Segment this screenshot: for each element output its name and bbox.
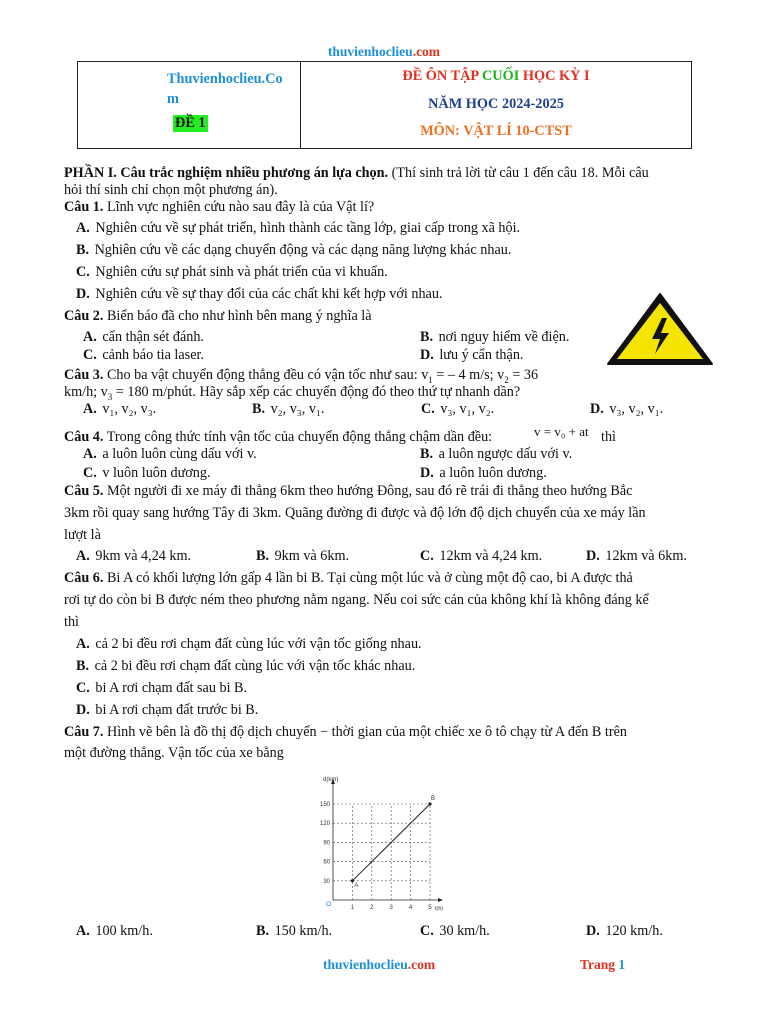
q3-option-d[interactable] bbox=[590, 401, 663, 418]
q3-option-b[interactable] bbox=[252, 401, 324, 418]
section-instruction-1: (Thí sinh trả lời từ câu 1 đến câu 18. Mỗi câu bbox=[388, 165, 649, 181]
exam-title-part3: HỌC KỲ I bbox=[519, 68, 590, 84]
question-text: = 180 m/phút. Hãy sắp xếp các chuyển động đó theo thứ tự nhanh dần? bbox=[112, 384, 521, 400]
header-site-line2: m bbox=[167, 91, 179, 107]
option-text: cảnh báo tia laser. bbox=[102, 347, 204, 363]
q1-option-b[interactable] bbox=[76, 242, 511, 259]
option-text: v₃, v₂, v₁. bbox=[609, 401, 664, 417]
x-axis-label: t(h) bbox=[435, 906, 444, 912]
question-1 bbox=[64, 199, 374, 216]
y-tick-label: 150 bbox=[319, 802, 330, 808]
option-label: A. bbox=[76, 220, 90, 236]
top-site-link[interactable] bbox=[0, 44, 768, 60]
point-label: B bbox=[431, 796, 436, 802]
question-5-line3: lượt là bbox=[64, 527, 101, 543]
top-site-tld: .com bbox=[412, 44, 441, 59]
option-text: cẩn thận sét đánh. bbox=[102, 329, 204, 345]
subject-title: MÔN: VẬT LÍ 10-CTST bbox=[420, 123, 572, 139]
q4-option-a[interactable] bbox=[83, 446, 257, 463]
option-label: C. bbox=[76, 680, 90, 696]
q2-option-d[interactable] bbox=[420, 347, 523, 364]
option-label: D. bbox=[76, 702, 90, 718]
option-text: 30 km/h. bbox=[439, 923, 490, 939]
option-text: cả 2 bi đều rơi chạm đất cùng lúc với vận tốc khác nhau. bbox=[94, 658, 416, 674]
question-5-line2: 3km rồi quay sang hướng Tây đi 3km. Quãng đường đi được và độ lớn độ dịch chuyển của xe máy lần bbox=[64, 505, 646, 521]
q4-option-c[interactable] bbox=[83, 465, 211, 482]
option-label: C. bbox=[420, 923, 434, 939]
option-label: B. bbox=[256, 548, 270, 564]
q6-option-c[interactable] bbox=[76, 680, 247, 697]
option-text: 150 km/h. bbox=[274, 923, 333, 939]
q7-option-b[interactable] bbox=[256, 923, 332, 940]
option-label: D. bbox=[76, 286, 90, 302]
option-label: C. bbox=[420, 548, 434, 564]
option-label: C. bbox=[83, 347, 97, 363]
question-5 bbox=[64, 483, 632, 500]
q6-option-b[interactable] bbox=[76, 658, 415, 675]
q5-option-b[interactable] bbox=[256, 548, 349, 565]
x-tick-label: 5 bbox=[428, 905, 432, 911]
option-text: Nghiên cứu về sự phát triển, hình thành các tầng lớp, giai cấp trong xã hội. bbox=[95, 220, 521, 236]
footer-site-name: thuvienhoclieu bbox=[323, 957, 408, 972]
question-2 bbox=[64, 308, 372, 325]
section-title: PHẦN I. Câu trắc nghiệm nhiều phương án lựa chọn. bbox=[64, 165, 389, 181]
q7-option-a[interactable] bbox=[76, 923, 153, 940]
option-text: lưu ý cẩn thận. bbox=[439, 347, 524, 363]
y-tick-label: 90 bbox=[323, 840, 330, 847]
q6-option-d[interactable] bbox=[76, 702, 258, 719]
y-axis-label: d(km) bbox=[323, 777, 339, 783]
q1-option-d[interactable] bbox=[76, 286, 442, 303]
q5-option-c[interactable] bbox=[420, 548, 542, 565]
y-tick-label: 120 bbox=[319, 821, 330, 828]
question-number: Câu 2. bbox=[64, 308, 104, 324]
header-left-cell bbox=[78, 62, 301, 148]
exam-title-part1: ĐỀ ÔN TẬP bbox=[402, 68, 482, 84]
option-text: v₂, v₃, v₁. bbox=[270, 401, 325, 417]
option-text: nơi nguy hiểm về điện. bbox=[438, 329, 570, 345]
question-number: Câu 4. bbox=[64, 429, 104, 445]
option-text: Nghiên cứu sự phát sinh và phát triển của vi khuẩn. bbox=[95, 264, 388, 280]
option-text: 9km và 6km. bbox=[274, 548, 350, 564]
x-tick-label: 1 bbox=[350, 905, 355, 911]
question-number: Câu 7. bbox=[64, 724, 104, 740]
option-label: A. bbox=[76, 923, 90, 939]
question-text: km/h; v bbox=[64, 384, 108, 400]
question-text: Hình vẽ bên là đồ thị độ dịch chuyển − thời gian của một chiếc xe ô tô chạy từ A đến B trên bbox=[103, 724, 627, 740]
v2-value: = 36 bbox=[508, 367, 539, 383]
option-text: Nghiên cứu về sự thay đổi của các chất khi kết hợp với nhau. bbox=[95, 286, 443, 302]
option-label: B. bbox=[76, 658, 90, 674]
question-6-line3: thì bbox=[64, 614, 79, 630]
question-text: Trong công thức tính vận tốc của chuyển động thẳng chậm dần đều: bbox=[103, 429, 493, 445]
displacement-time-chart bbox=[308, 774, 464, 914]
option-label: D. bbox=[420, 465, 434, 481]
footer-site-tld: .com bbox=[407, 957, 436, 972]
option-label: A. bbox=[76, 636, 90, 652]
school-year: NĂM HỌC 2024-2025 bbox=[428, 96, 564, 112]
section-heading bbox=[64, 165, 649, 182]
q6-option-a[interactable] bbox=[76, 636, 422, 653]
header-site-line1: Thuvienhoclieu.Co bbox=[167, 71, 283, 87]
option-label: B. bbox=[420, 329, 434, 345]
q4-option-d[interactable] bbox=[420, 465, 547, 482]
v1-value: = – 4 m/s; v bbox=[432, 367, 505, 383]
option-text: 120 km/h. bbox=[605, 923, 663, 939]
q7-option-d[interactable] bbox=[586, 923, 663, 940]
option-text: a luôn ngược dấu với v. bbox=[438, 446, 573, 462]
question-text: Một người đi xe máy đi thẳng 6km theo hướng Đông, sau đó rẽ trái đi thẳng theo hướng Bắc bbox=[103, 483, 633, 499]
question-4 bbox=[64, 429, 492, 446]
option-text: bi A rơi chạm đất trước bi B. bbox=[95, 702, 259, 718]
question-3: Câu 3. Cho ba vật chuyển động thẳng đều có vận tốc như sau: $v_1$ = – 4 m/s; $v_2 = 36$ bbox=[64, 367, 539, 385]
option-label: B. bbox=[256, 923, 270, 939]
option-label: C. bbox=[76, 264, 90, 280]
question-text: Bi A có khối lượng lớn gấp 4 lần bi B. Tại cùng một lúc và ở cùng một độ cao, bi A được thả bbox=[103, 570, 633, 586]
option-text: v₃, v₁, v₂. bbox=[440, 401, 495, 417]
question-6-line2: rơi tự do còn bi B được ném theo phương nằm ngang. Nếu coi sức cản của không khí là không đáng kể bbox=[64, 592, 649, 608]
option-text: 12km và 4,24 km. bbox=[439, 548, 543, 564]
option-text: v luôn luôn dương. bbox=[102, 465, 211, 481]
y-tick-label: 30 bbox=[323, 878, 330, 885]
section-instruction-2: hỏi thí sinh chỉ chọn một phương án). bbox=[64, 182, 278, 198]
question-7-line2: một đường thẳng. Vận tốc của xe bằng bbox=[64, 745, 284, 761]
option-text: v₁, v₂, v₃. bbox=[102, 401, 157, 417]
header-right-cell bbox=[301, 62, 691, 148]
q5-option-a[interactable] bbox=[76, 548, 191, 565]
electric-warning-sign-icon bbox=[606, 292, 714, 366]
q2-option-b[interactable] bbox=[420, 329, 569, 346]
header-box bbox=[77, 61, 692, 149]
y-tick-label: 60 bbox=[323, 859, 330, 866]
option-text: a luôn luôn cùng dấu với v. bbox=[102, 446, 257, 462]
question-3-line2: km/h; $v_3 = 180$ m/phút. Hãy sắp xếp các chuyển động đó theo thứ tự nhanh dần? bbox=[64, 384, 521, 402]
option-label: C. bbox=[421, 401, 435, 417]
option-label: B. bbox=[76, 242, 90, 258]
option-text: cả 2 bi đều rơi chạm đất cùng lúc với vận tốc giống nhau. bbox=[95, 636, 422, 652]
exam-code-badge: ĐỀ 1 bbox=[175, 115, 206, 131]
q3-option-a[interactable] bbox=[83, 401, 156, 418]
option-text: 12km và 6km. bbox=[605, 548, 687, 564]
q4-option-b[interactable] bbox=[420, 446, 572, 463]
question-number: Câu 6. bbox=[64, 570, 104, 586]
exam-title bbox=[301, 68, 691, 85]
exam-title-part2: CUỐI bbox=[481, 68, 520, 84]
q1-option-c[interactable] bbox=[76, 264, 388, 281]
option-label: B. bbox=[252, 401, 266, 417]
question-6 bbox=[64, 570, 633, 587]
option-text: 9km và 4,24 km. bbox=[95, 548, 192, 564]
top-site-name: thuvienhoclieu bbox=[327, 44, 413, 59]
option-label: A. bbox=[83, 446, 97, 462]
question-number: Câu 1. bbox=[64, 199, 104, 215]
option-label: A. bbox=[83, 329, 97, 345]
x-tick-label: 4 bbox=[408, 905, 413, 911]
option-label: A. bbox=[83, 401, 97, 417]
point-label: A bbox=[354, 882, 359, 889]
question-7 bbox=[64, 724, 627, 741]
x-tick-label: 2 bbox=[370, 905, 374, 911]
q7-option-c[interactable] bbox=[420, 923, 490, 940]
data-point bbox=[428, 802, 431, 805]
x-axis-arrow bbox=[438, 898, 443, 902]
option-label: B. bbox=[420, 446, 434, 462]
question-4-tail: thì bbox=[601, 429, 616, 445]
option-text: bi A rơi chạm đất sau bi B. bbox=[95, 680, 248, 696]
option-label: A. bbox=[76, 548, 90, 564]
page-number bbox=[580, 957, 625, 973]
q2-option-c[interactable] bbox=[83, 347, 204, 364]
q1-option-a[interactable] bbox=[76, 220, 520, 237]
page-label: Trang bbox=[580, 957, 619, 972]
option-label: C. bbox=[83, 465, 97, 481]
option-label: D. bbox=[586, 548, 600, 564]
q2-option-a[interactable] bbox=[83, 329, 204, 346]
question-number: Câu 3. bbox=[64, 367, 104, 383]
q5-option-d[interactable] bbox=[586, 548, 687, 565]
origin-label: O bbox=[326, 901, 332, 908]
option-label: D. bbox=[586, 923, 600, 939]
option-text: 100 km/h. bbox=[95, 923, 153, 939]
question-text: Biển báo đã cho như hình bên mang ý nghĩa là bbox=[103, 308, 372, 324]
question-text: Lĩnh vực nghiên cứu nào sau đây là của Vật lí? bbox=[103, 199, 375, 215]
option-text: a luôn luôn dương. bbox=[439, 465, 547, 481]
x-tick-label: 3 bbox=[389, 905, 393, 911]
footer-site-link[interactable] bbox=[323, 957, 435, 973]
option-label: D. bbox=[590, 401, 604, 417]
option-text: Nghiên cứu về các dạng chuyển động và các dạng năng lượng khác nhau. bbox=[94, 242, 512, 258]
page-num: 1 bbox=[618, 957, 626, 972]
question-text: Cho ba vật chuyển động thẳng đều có vận tốc như sau: v bbox=[103, 367, 429, 383]
question-number: Câu 5. bbox=[64, 483, 104, 499]
velocity-formula: v = v₀ + at bbox=[534, 424, 589, 439]
q3-option-c[interactable] bbox=[421, 401, 494, 418]
option-label: D. bbox=[420, 347, 434, 363]
